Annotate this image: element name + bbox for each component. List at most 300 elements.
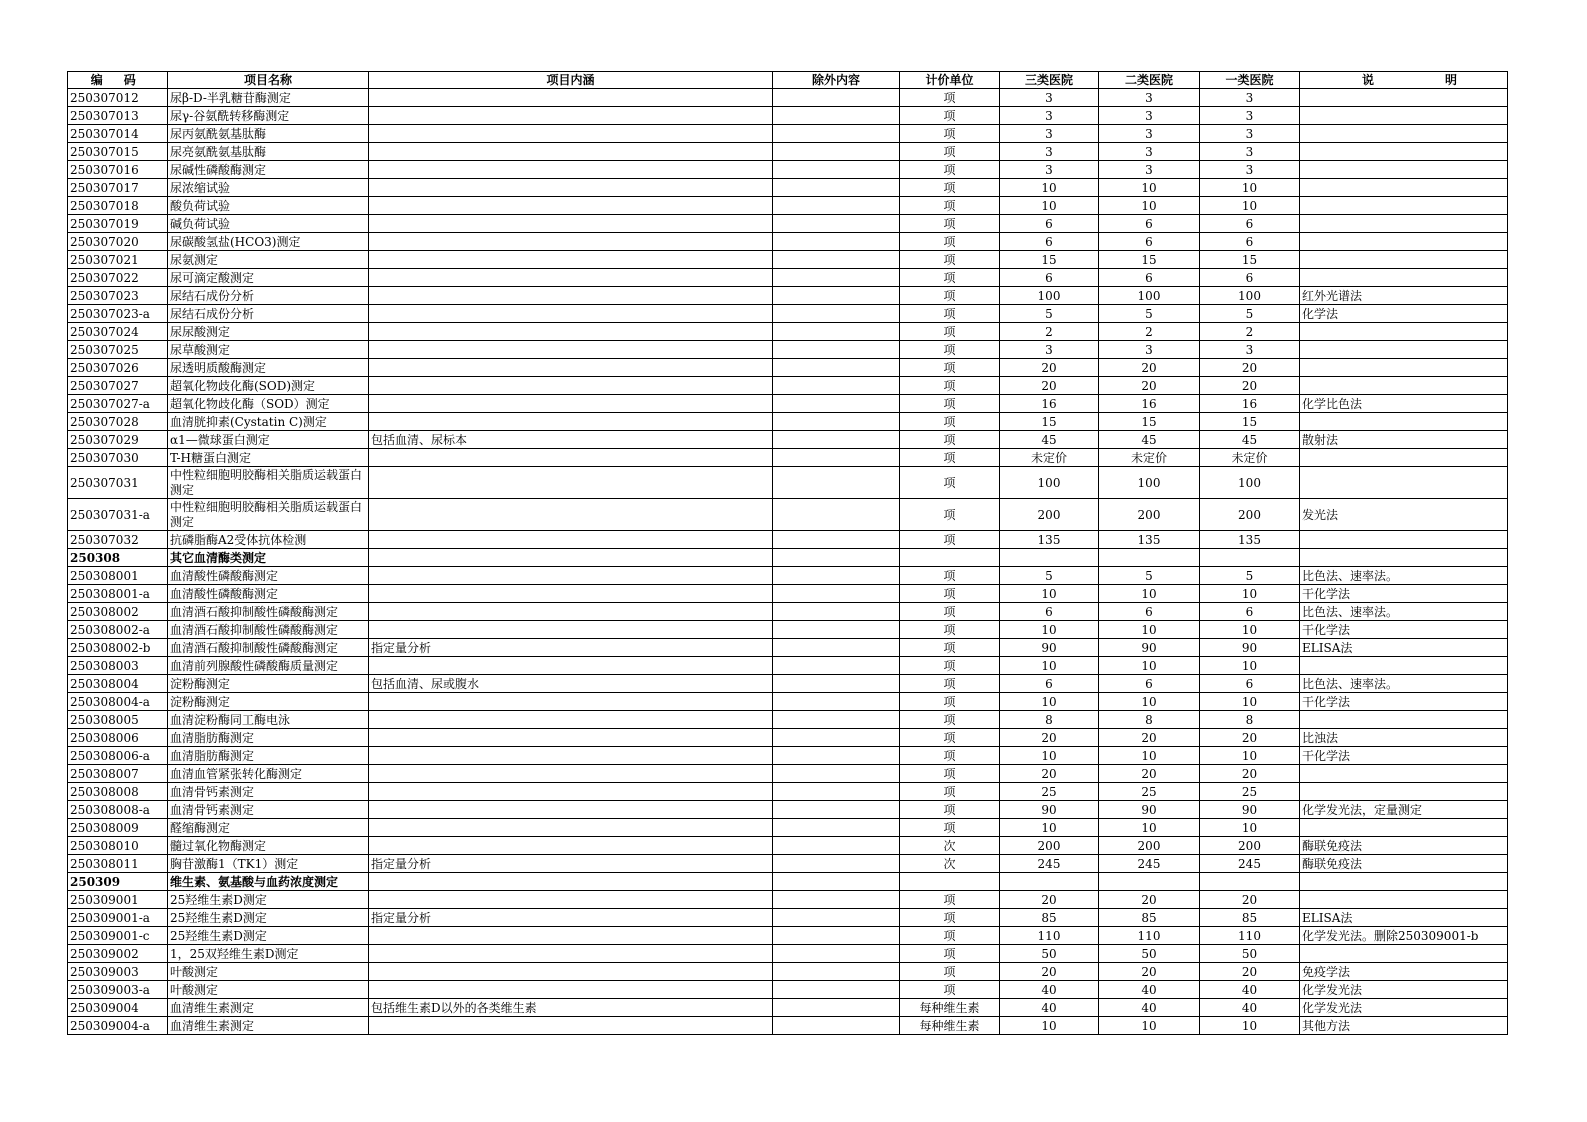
cell-price3: 6 xyxy=(1000,675,1099,693)
cell-price3: 25 xyxy=(1000,783,1099,801)
cell-price1: 10 xyxy=(1200,179,1300,197)
cell-content xyxy=(369,801,773,819)
cell-exclude xyxy=(773,999,900,1017)
table-row xyxy=(68,855,1508,873)
cell-price2: 40 xyxy=(1099,999,1200,1017)
table-row xyxy=(68,657,1508,675)
cell-name: 淀粉酶测定 xyxy=(168,675,369,693)
cell-price1: 16 xyxy=(1200,395,1300,413)
cell-price2: 10 xyxy=(1099,179,1200,197)
cell-desc xyxy=(1300,891,1508,909)
cell-name: 中性粒细胞明胶酶相关脂质运载蛋白测定 xyxy=(168,467,369,499)
cell-content xyxy=(369,837,773,855)
cell-price3: 3 xyxy=(1000,107,1099,125)
cell-exclude xyxy=(773,837,900,855)
header-code xyxy=(68,72,168,89)
cell-price3: 15 xyxy=(1000,413,1099,431)
cell-content xyxy=(369,179,773,197)
cell-name: 尿β-D-半乳糖苷酶测定 xyxy=(168,89,369,107)
cell-price1: 20 xyxy=(1200,359,1300,377)
table-row xyxy=(68,125,1508,143)
cell-price1: 20 xyxy=(1200,963,1300,981)
cell-name: T-H糖蛋白测定 xyxy=(168,449,369,467)
cell-desc xyxy=(1300,215,1508,233)
cell-name: α1—微球蛋白测定 xyxy=(168,431,369,449)
cell-code: 250307026 xyxy=(68,359,168,377)
cell-name: 尿草酸测定 xyxy=(168,341,369,359)
cell-exclude xyxy=(773,765,900,783)
table-row xyxy=(68,449,1508,467)
cell-exclude xyxy=(773,747,900,765)
cell-name: 中性粒细胞明胶酶相关脂质运载蛋白测定 xyxy=(168,499,369,531)
cell-content xyxy=(369,693,773,711)
cell-price3: 10 xyxy=(1000,1017,1099,1035)
cell-exclude xyxy=(773,927,900,945)
table-row xyxy=(68,269,1508,287)
cell-code: 250308003 xyxy=(68,657,168,675)
cell-price2: 3 xyxy=(1099,89,1200,107)
cell-exclude xyxy=(773,855,900,873)
cell-unit: 项 xyxy=(900,567,1000,585)
cell-exclude xyxy=(773,567,900,585)
cell-exclude xyxy=(773,693,900,711)
cell-code: 250307020 xyxy=(68,233,168,251)
table-row xyxy=(68,323,1508,341)
cell-price2: 20 xyxy=(1099,891,1200,909)
header-price1: 一类医院 xyxy=(1200,72,1300,89)
cell-exclude xyxy=(773,125,900,143)
table-row xyxy=(68,729,1508,747)
table-row xyxy=(68,711,1508,729)
cell-price3: 15 xyxy=(1000,251,1099,269)
cell-desc xyxy=(1300,449,1508,467)
cell-unit: 次 xyxy=(900,855,1000,873)
cell-desc: 发光法 xyxy=(1300,499,1508,531)
cell-price1: 6 xyxy=(1200,603,1300,621)
cell-desc xyxy=(1300,107,1508,125)
cell-desc: 化学法 xyxy=(1300,305,1508,323)
cell-desc: 化学发光法。删除250309001-b xyxy=(1300,927,1508,945)
cell-price1: 40 xyxy=(1200,981,1300,999)
header-price2: 二类医院 xyxy=(1099,72,1200,89)
cell-price3: 20 xyxy=(1000,377,1099,395)
cell-unit: 项 xyxy=(900,215,1000,233)
table-row xyxy=(68,107,1508,125)
cell-name: 酸负荷试验 xyxy=(168,197,369,215)
cell-price3: 10 xyxy=(1000,693,1099,711)
cell-code: 250309004-a xyxy=(68,1017,168,1035)
cell-content xyxy=(369,449,773,467)
cell-price3: 200 xyxy=(1000,499,1099,531)
table-row xyxy=(68,639,1508,657)
cell-exclude xyxy=(773,107,900,125)
cell-price1: 90 xyxy=(1200,801,1300,819)
cell-code: 250308008 xyxy=(68,783,168,801)
cell-desc: 化学发光法 xyxy=(1300,981,1508,999)
cell-desc: 干化学法 xyxy=(1300,621,1508,639)
cell-desc xyxy=(1300,467,1508,499)
cell-exclude xyxy=(773,251,900,269)
cell-desc: 化学比色法 xyxy=(1300,395,1508,413)
cell-unit: 项 xyxy=(900,449,1000,467)
table-row xyxy=(68,531,1508,549)
cell-price1: 8 xyxy=(1200,711,1300,729)
cell-desc: 比色法、速率法。 xyxy=(1300,567,1508,585)
table-row xyxy=(68,603,1508,621)
cell-code: 250309004 xyxy=(68,999,168,1017)
cell-name: 淀粉酶测定 xyxy=(168,693,369,711)
cell-price3: 6 xyxy=(1000,603,1099,621)
cell-name: 尿可滴定酸测定 xyxy=(168,269,369,287)
cell-content xyxy=(369,783,773,801)
table-row xyxy=(68,837,1508,855)
cell-content xyxy=(369,89,773,107)
cell-price1: 135 xyxy=(1200,531,1300,549)
cell-exclude xyxy=(773,819,900,837)
cell-name: 尿氨测定 xyxy=(168,251,369,269)
cell-price1: 5 xyxy=(1200,305,1300,323)
cell-content xyxy=(369,125,773,143)
cell-name: 尿结石成份分析 xyxy=(168,287,369,305)
cell-unit: 项 xyxy=(900,657,1000,675)
cell-name: 尿碳酸氢盐(HCO3)测定 xyxy=(168,233,369,251)
cell-unit: 项 xyxy=(900,467,1000,499)
cell-price1: 2 xyxy=(1200,323,1300,341)
cell-name: 血清淀粉酶同工酶电泳 xyxy=(168,711,369,729)
cell-unit: 项 xyxy=(900,981,1000,999)
cell-unit xyxy=(900,549,1000,567)
cell-unit: 项 xyxy=(900,341,1000,359)
table-row xyxy=(68,233,1508,251)
cell-content xyxy=(369,395,773,413)
cell-price3: 6 xyxy=(1000,215,1099,233)
cell-price2: 15 xyxy=(1099,251,1200,269)
cell-unit: 每种维生素 xyxy=(900,1017,1000,1035)
cell-unit xyxy=(900,873,1000,891)
cell-unit: 项 xyxy=(900,143,1000,161)
cell-unit: 项 xyxy=(900,89,1000,107)
cell-desc xyxy=(1300,413,1508,431)
cell-code: 250307013 xyxy=(68,107,168,125)
cell-content xyxy=(369,287,773,305)
cell-desc: 比色法、速率法。 xyxy=(1300,603,1508,621)
cell-name: 25羟维生素D测定 xyxy=(168,891,369,909)
cell-code: 250308001 xyxy=(68,567,168,585)
cell-content: 指定量分析 xyxy=(369,909,773,927)
cell-price3 xyxy=(1000,873,1099,891)
table-row xyxy=(68,179,1508,197)
cell-name: 尿结石成份分析 xyxy=(168,305,369,323)
cell-code: 250307012 xyxy=(68,89,168,107)
cell-name: 尿透明质酸酶测定 xyxy=(168,359,369,377)
cell-code: 250308004-a xyxy=(68,693,168,711)
table-row xyxy=(68,305,1508,323)
table-row xyxy=(68,963,1508,981)
cell-price1: 3 xyxy=(1200,89,1300,107)
cell-price3: 5 xyxy=(1000,305,1099,323)
table-row xyxy=(68,215,1508,233)
cell-exclude xyxy=(773,161,900,179)
cell-unit: 项 xyxy=(900,305,1000,323)
table-row xyxy=(68,783,1508,801)
cell-price2: 100 xyxy=(1099,467,1200,499)
cell-price2: 90 xyxy=(1099,639,1200,657)
cell-code: 250307027-a xyxy=(68,395,168,413)
cell-price3: 3 xyxy=(1000,161,1099,179)
cell-price1: 3 xyxy=(1200,341,1300,359)
cell-exclude xyxy=(773,603,900,621)
cell-exclude xyxy=(773,215,900,233)
cell-content xyxy=(369,305,773,323)
cell-unit: 项 xyxy=(900,603,1000,621)
cell-price1: 10 xyxy=(1200,693,1300,711)
cell-price3: 未定价 xyxy=(1000,449,1099,467)
header-desc xyxy=(1300,72,1508,89)
cell-price2: 10 xyxy=(1099,657,1200,675)
cell-price1: 100 xyxy=(1200,467,1300,499)
cell-exclude xyxy=(773,305,900,323)
cell-code: 250308004 xyxy=(68,675,168,693)
cell-price2: 10 xyxy=(1099,693,1200,711)
cell-price2: 8 xyxy=(1099,711,1200,729)
cell-unit: 项 xyxy=(900,395,1000,413)
cell-code: 250309003-a xyxy=(68,981,168,999)
cell-content xyxy=(369,413,773,431)
cell-price1: 50 xyxy=(1200,945,1300,963)
cell-unit: 项 xyxy=(900,783,1000,801)
header-desc-a: 说 xyxy=(1362,73,1375,87)
table-row xyxy=(68,287,1508,305)
cell-code: 250308002-b xyxy=(68,639,168,657)
cell-exclude xyxy=(773,639,900,657)
cell-unit: 项 xyxy=(900,125,1000,143)
cell-name: 血清酸性磷酸酶测定 xyxy=(168,585,369,603)
table-row xyxy=(68,927,1508,945)
cell-code: 250309003 xyxy=(68,963,168,981)
section-row xyxy=(68,549,1508,567)
table-row xyxy=(68,431,1508,449)
cell-price2: 3 xyxy=(1099,125,1200,143)
header-unit: 计价单位 xyxy=(900,72,1000,89)
table-row xyxy=(68,567,1508,585)
cell-price2: 10 xyxy=(1099,585,1200,603)
cell-exclude xyxy=(773,197,900,215)
cell-price1: 5 xyxy=(1200,567,1300,585)
cell-price3: 8 xyxy=(1000,711,1099,729)
table-row xyxy=(68,143,1508,161)
cell-desc xyxy=(1300,89,1508,107)
cell-desc xyxy=(1300,531,1508,549)
cell-price2: 20 xyxy=(1099,729,1200,747)
cell-name: 醛缩酶测定 xyxy=(168,819,369,837)
cell-content: 包括血清、尿或腹水 xyxy=(369,675,773,693)
cell-price3: 3 xyxy=(1000,125,1099,143)
cell-price1: 20 xyxy=(1200,891,1300,909)
cell-code: 250307016 xyxy=(68,161,168,179)
cell-content xyxy=(369,567,773,585)
cell-price1 xyxy=(1200,549,1300,567)
cell-price2: 245 xyxy=(1099,855,1200,873)
cell-code: 250307023-a xyxy=(68,305,168,323)
cell-price3: 20 xyxy=(1000,359,1099,377)
cell-name: 血清骨钙素测定 xyxy=(168,801,369,819)
cell-desc: 化学发光法 xyxy=(1300,999,1508,1017)
cell-name: 血清酒石酸抑制酸性磷酸酶测定 xyxy=(168,621,369,639)
cell-price3: 10 xyxy=(1000,585,1099,603)
cell-exclude xyxy=(773,89,900,107)
cell-price3: 110 xyxy=(1000,927,1099,945)
cell-content xyxy=(369,963,773,981)
cell-desc xyxy=(1300,549,1508,567)
cell-price2: 3 xyxy=(1099,161,1200,179)
cell-price2: 20 xyxy=(1099,765,1200,783)
cell-exclude xyxy=(773,675,900,693)
cell-name: 25羟维生素D测定 xyxy=(168,927,369,945)
cell-exclude xyxy=(773,657,900,675)
cell-price2: 20 xyxy=(1099,377,1200,395)
cell-price2: 6 xyxy=(1099,269,1200,287)
cell-code: 250307028 xyxy=(68,413,168,431)
cell-price1: 10 xyxy=(1200,819,1300,837)
cell-exclude xyxy=(773,233,900,251)
header-exclude: 除外内容 xyxy=(773,72,900,89)
cell-price1: 6 xyxy=(1200,233,1300,251)
cell-code: 250307021 xyxy=(68,251,168,269)
cell-price3: 3 xyxy=(1000,143,1099,161)
cell-exclude xyxy=(773,413,900,431)
cell-unit: 项 xyxy=(900,233,1000,251)
cell-content: 包括血清、尿标本 xyxy=(369,431,773,449)
cell-price1: 25 xyxy=(1200,783,1300,801)
cell-price3: 2 xyxy=(1000,323,1099,341)
cell-price3: 40 xyxy=(1000,999,1099,1017)
cell-price3: 90 xyxy=(1000,639,1099,657)
table-row xyxy=(68,197,1508,215)
cell-exclude xyxy=(773,783,900,801)
cell-unit: 项 xyxy=(900,499,1000,531)
cell-content xyxy=(369,531,773,549)
cell-desc xyxy=(1300,323,1508,341)
header-content: 项目内涵 xyxy=(369,72,773,89)
cell-price1: 10 xyxy=(1200,585,1300,603)
cell-price2: 6 xyxy=(1099,603,1200,621)
cell-price2: 2 xyxy=(1099,323,1200,341)
cell-name: 血清脂肪酶测定 xyxy=(168,747,369,765)
cell-content xyxy=(369,945,773,963)
cell-price1: 6 xyxy=(1200,215,1300,233)
cell-content xyxy=(369,747,773,765)
cell-price2: 6 xyxy=(1099,215,1200,233)
cell-price2: 10 xyxy=(1099,197,1200,215)
cell-name: 25羟维生素D测定 xyxy=(168,909,369,927)
cell-price2: 3 xyxy=(1099,107,1200,125)
table-row xyxy=(68,89,1508,107)
cell-code: 250307027 xyxy=(68,377,168,395)
cell-exclude xyxy=(773,467,900,499)
cell-exclude xyxy=(773,531,900,549)
cell-price2: 45 xyxy=(1099,431,1200,449)
cell-content: 包括维生素D以外的各类维生素 xyxy=(369,999,773,1017)
table-row xyxy=(68,621,1508,639)
cell-unit: 次 xyxy=(900,837,1000,855)
table-row xyxy=(68,341,1508,359)
cell-content: 指定量分析 xyxy=(369,639,773,657)
cell-price3: 6 xyxy=(1000,269,1099,287)
cell-code: 250307029 xyxy=(68,431,168,449)
table-row xyxy=(68,395,1508,413)
cell-price1: 45 xyxy=(1200,431,1300,449)
cell-name: 血清脂肪酶测定 xyxy=(168,729,369,747)
cell-exclude xyxy=(773,143,900,161)
cell-desc xyxy=(1300,819,1508,837)
cell-price3: 100 xyxy=(1000,287,1099,305)
cell-price3: 10 xyxy=(1000,747,1099,765)
cell-desc: 散射法 xyxy=(1300,431,1508,449)
cell-price2: 10 xyxy=(1099,747,1200,765)
table-row xyxy=(68,891,1508,909)
header-desc-b: 明 xyxy=(1444,73,1457,87)
cell-exclude xyxy=(773,801,900,819)
cell-code: 250308005 xyxy=(68,711,168,729)
cell-exclude xyxy=(773,891,900,909)
cell-price2: 50 xyxy=(1099,945,1200,963)
cell-desc xyxy=(1300,945,1508,963)
cell-content xyxy=(369,161,773,179)
cell-exclude xyxy=(773,621,900,639)
cell-price3: 20 xyxy=(1000,891,1099,909)
cell-price3: 245 xyxy=(1000,855,1099,873)
cell-code: 250307030 xyxy=(68,449,168,467)
cell-desc xyxy=(1300,657,1508,675)
cell-desc: 比色法、速率法。 xyxy=(1300,675,1508,693)
cell-code: 250307017 xyxy=(68,179,168,197)
cell-price3: 85 xyxy=(1000,909,1099,927)
table-row xyxy=(68,765,1508,783)
cell-content xyxy=(369,143,773,161)
cell-unit: 项 xyxy=(900,413,1000,431)
cell-unit: 项 xyxy=(900,431,1000,449)
cell-name: 尿亮氨酰氨基肽酶 xyxy=(168,143,369,161)
cell-exclude xyxy=(773,287,900,305)
cell-price3: 3 xyxy=(1000,341,1099,359)
cell-name: 血清前列腺酸性磷酸酶质量测定 xyxy=(168,657,369,675)
cell-name: 维生素、氨基酸与血药浓度测定 xyxy=(168,873,369,891)
cell-code: 250308011 xyxy=(68,855,168,873)
table-row xyxy=(68,747,1508,765)
cell-price1: 6 xyxy=(1200,269,1300,287)
cell-name: 血清维生素测定 xyxy=(168,999,369,1017)
cell-price2: 15 xyxy=(1099,413,1200,431)
cell-exclude xyxy=(773,449,900,467)
cell-desc xyxy=(1300,711,1508,729)
header-name: 项目名称 xyxy=(168,72,369,89)
cell-name: 超氧化物歧化酶（SOD）测定 xyxy=(168,395,369,413)
cell-code: 250307032 xyxy=(68,531,168,549)
cell-content xyxy=(369,819,773,837)
cell-price2: 5 xyxy=(1099,567,1200,585)
cell-desc xyxy=(1300,197,1508,215)
cell-unit: 项 xyxy=(900,729,1000,747)
cell-code: 250308006-a xyxy=(68,747,168,765)
cell-content xyxy=(369,467,773,499)
cell-exclude xyxy=(773,323,900,341)
cell-price1: 10 xyxy=(1200,621,1300,639)
cell-desc: 干化学法 xyxy=(1300,693,1508,711)
cell-price1: 245 xyxy=(1200,855,1300,873)
cell-desc xyxy=(1300,873,1508,891)
cell-unit: 项 xyxy=(900,621,1000,639)
cell-price3: 10 xyxy=(1000,197,1099,215)
